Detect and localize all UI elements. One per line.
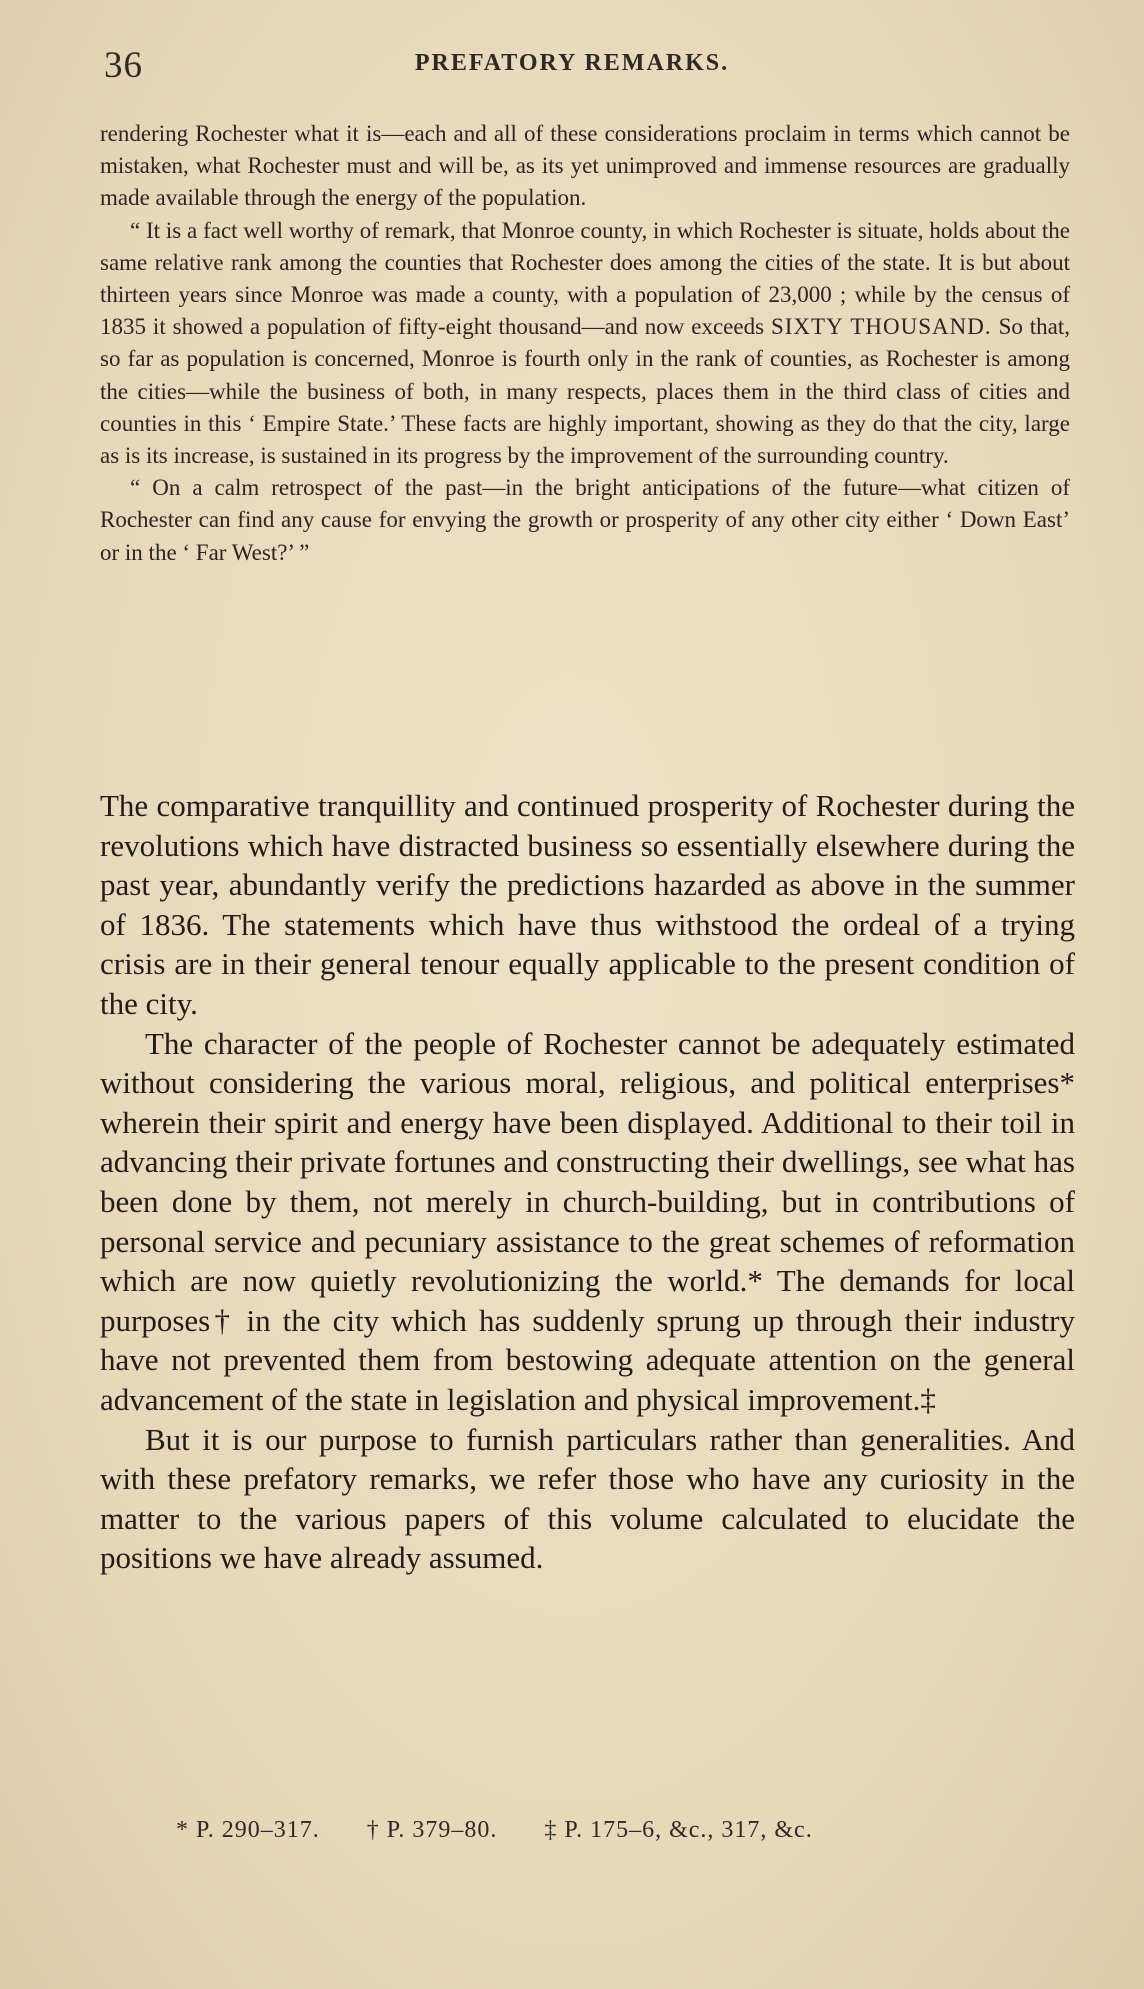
running-title: PREFATORY REMARKS. xyxy=(414,50,730,76)
footnote: * P. 290–317. xyxy=(176,1817,320,1843)
page-number: 36 xyxy=(104,45,143,86)
body-paragraph: The comparative tranquillity and continued prosperity of Rochester during the revolutions which have distracted business so essentially elsewhere during the past year, abundantly verify the predictions hazarded as above in the summer of 1836. The statements which have thus withstood the ordeal of a trying crisis are in their general tenour equally applicable to the present condition of the city. xyxy=(100,788,1075,1021)
quote-paragraph: “ On a calm retrospect of the past—in the bright anticipations of the future—what citizen of Rochester can find any cause for envying the growth or prosperity of any other city either ‘ Down East’ or in the ‘ Far West?’ ” xyxy=(100,475,1070,565)
body-paragraph: But it is our purpose to furnish particulars rather than generalities. And with these prefatory remarks, we refer those who have any curiosity in the matter to the various papers of this volume calculated to elucidate the positions we have already assumed. xyxy=(100,1421,1075,1576)
footnote: ‡ P. 175–6, &c., 317, &c. xyxy=(544,1817,813,1843)
main-text xyxy=(100,786,1075,1578)
footnotes xyxy=(176,1817,1036,1844)
quote-paragraph xyxy=(100,215,1070,473)
quote-text: “ It is a fact well worthy of remark, that Monroe county, in which Rochester is situate, holds about the same relative rank among the counties that Rochester does among the cities of the state. It is but about thirteen years since Monroe was made a county, with a population of 23,000 ; while by the census of 1835 it showed a population of fifty-eight thousand—and now exceeds xyxy=(100,217,1070,340)
emphasis-sixty-thousand: SIXTY THOUSAND. xyxy=(770,314,992,340)
quoted-passage xyxy=(100,118,1070,569)
body-paragraph: The character of the people of Rochester cannot be adequately estimated without considering the various moral, religious, and political enterprises* wherein their spirit and energy have been displayed. Additional to their toil in advancing their private fortunes and constructing their dwellings, see what has been done by them, not merely in church-building, but in contributions of personal service and pecuniary assistance to the great schemes of reformation which are now quietly revolutionizing the world.* The demands for local purposes† in the city which has suddenly sprung up through their industry have not prevented them from bestowing adequate attention on the general advancement of the state in legislation and physical improvement.‡ xyxy=(100,1025,1075,1417)
page-header xyxy=(100,44,1044,94)
quote-text: So that, so far as population is concerned, Monroe is fourth only in the rank of counties, as Rochester is among the cities—while the business of both, in many respects, places them in the third class of cities and counties in this ‘ Empire State.’ These facts are highly important, showing as they do that the city, large as is its increase, is sustained in its progress by the improvement of the surrounding country. xyxy=(100,314,1071,469)
quote-paragraph: rendering Rochester what it is—each and all of these considerations proclaim in terms which cannot be mistaken, what Rochester must and will be, as its yet unimproved and immense resources are gradually made available through the energy of the population. xyxy=(100,121,1070,211)
footnote: † P. 379–80. xyxy=(366,1817,498,1843)
